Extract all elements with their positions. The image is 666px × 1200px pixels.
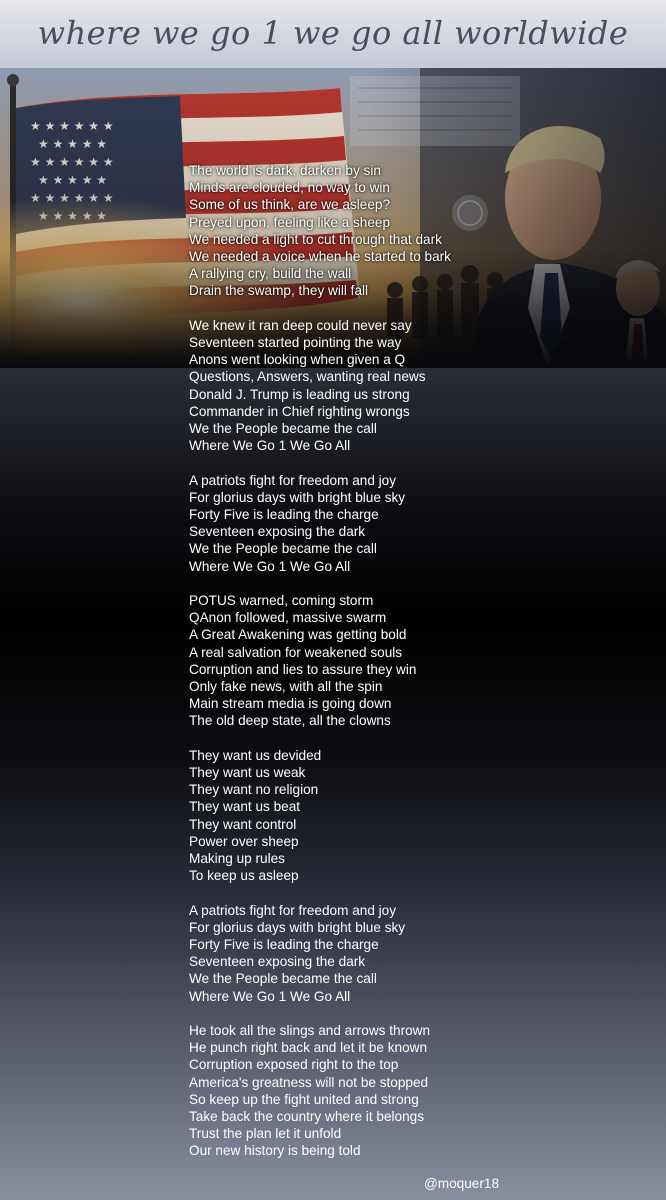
poem-line: Forty Five is leading the charge [189, 507, 379, 523]
poem-stanza [189, 902, 629, 1005]
poem-line: POTUS warned, coming storm [189, 593, 374, 609]
poem-line: Preyed upon, feeling like a sheep [189, 214, 391, 230]
poem-line: Trust the plan let it unfold [189, 1126, 342, 1142]
title-bar [0, 0, 666, 70]
poem-line: A real salvation for weakened souls [189, 644, 403, 660]
poem-line: A patriots fight for freedom and joy [189, 902, 397, 918]
poem-line: Some of us think, are we asleep? [189, 197, 390, 213]
poem-line: Making up rules [189, 851, 285, 867]
poem-line: Corruption and lies to assure they win [189, 661, 417, 677]
poem-line: So keep up the fight united and strong [189, 1091, 419, 1107]
poem-line: Minds are clouded, no way to win [189, 180, 390, 196]
poem-line: Corruption exposed right to the top [189, 1057, 399, 1073]
poem-line: We needed a voice when he started to bark [189, 249, 451, 265]
poem-stanza [189, 162, 629, 300]
poem-line: Anons went looking when given a Q [189, 352, 406, 368]
poem-line: Seventeen started pointing the way [189, 335, 402, 351]
poem-stanza [189, 317, 629, 455]
poem-line: He punch right back and let it be known [189, 1040, 428, 1056]
poem-line: They want us devided [189, 747, 322, 763]
poem-stanza [189, 1022, 629, 1160]
poem-line: Seventeen exposing the dark [189, 524, 366, 540]
poem-line: We needed a light to cut through that dark [189, 231, 442, 247]
poem [189, 162, 629, 1160]
poem-line: The old deep state, all the clowns [189, 713, 391, 729]
poem-line: Forty Five is leading the charge [189, 937, 379, 953]
poem-line: Drain the swamp, they will fall [189, 283, 369, 299]
poem-line: A Great Awakening was getting bold [189, 627, 407, 643]
poem-line: They want us beat [189, 799, 301, 815]
poem-line: For glorius days with bright blue sky [189, 919, 406, 935]
poem-line: They want us weak [189, 765, 306, 781]
poem-line: The world is dark, darken by sin [189, 163, 381, 178]
poem-line: They want no religion [189, 782, 319, 798]
poem-line: We knew it ran deep could never say [189, 317, 412, 333]
poem-line: Questions, Answers, wanting real news [189, 369, 426, 385]
poem-line: Where We Go 1 We Go All [189, 558, 351, 574]
poem-line: Where We Go 1 We Go All [189, 988, 351, 1004]
poem-line: A rallying cry, build the wall [189, 266, 352, 282]
poem-line: Take back the country where it belongs [189, 1109, 425, 1125]
poem-line: To keep us asleep [189, 868, 299, 884]
poem-line: Our new history is being told [189, 1143, 361, 1159]
poem-line: America's greatness will not be stopped [189, 1074, 429, 1090]
poem-stanza [189, 747, 629, 885]
poem-line: QAnon followed, massive swarm [189, 610, 387, 626]
poem-stanza [189, 472, 629, 575]
poem-line: A patriots fight for freedom and joy [189, 472, 397, 488]
author-handle: @moquer18 [424, 1176, 500, 1191]
poem-line: Main stream media is going down [189, 696, 392, 712]
poem-line: He took all the slings and arrows thrown [189, 1023, 431, 1039]
poem-line: Where We Go 1 We Go All [189, 438, 351, 454]
poem-stanza [189, 592, 629, 730]
poem-line: For glorius days with bright blue sky [189, 489, 406, 505]
poem-line: They want control [189, 816, 297, 832]
poem-line: We the People became the call [189, 541, 377, 557]
poem-line: We the People became the call [189, 971, 377, 987]
page-title: where we go 1 we go all worldwide [37, 14, 629, 52]
poem-line: Commander in Chief righting wrongs [189, 403, 410, 419]
poem-line: Power over sheep [189, 833, 299, 849]
poem-line: Donald J. Trump is leading us strong [189, 386, 410, 402]
poem-line: Only fake news, with all the spin [189, 679, 383, 695]
poem-line: Seventeen exposing the dark [189, 954, 366, 970]
poem-line: We the People became the call [189, 421, 377, 437]
